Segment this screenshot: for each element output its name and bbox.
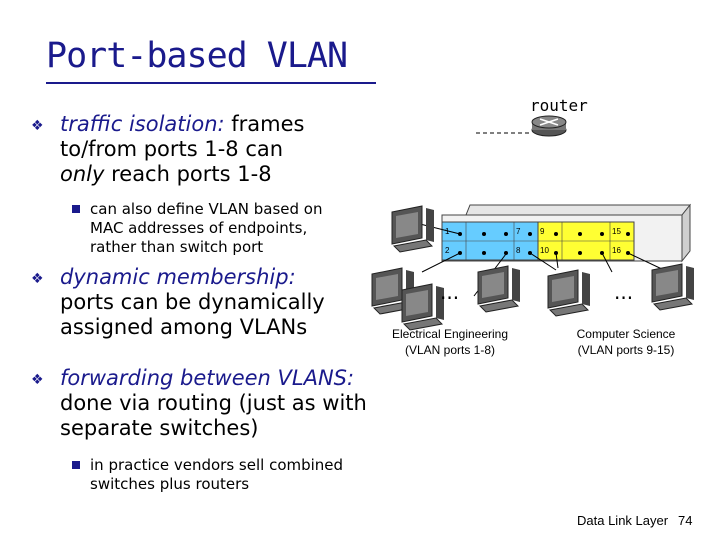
cs-ellipsis: ... (614, 280, 634, 304)
cs-caption (556, 326, 696, 358)
port-label: 8 (516, 246, 521, 255)
switch-icon (442, 205, 690, 261)
port-label: 7 (516, 227, 521, 236)
group-name: Electrical Engineering (391, 327, 509, 341)
bullet-italic-lead: dynamic membership: (60, 265, 296, 289)
port-label: 1 (445, 227, 450, 236)
pc-icon (402, 284, 444, 330)
group-name: Computer Science (576, 327, 676, 341)
bullet-text: separate switches) (60, 416, 259, 440)
port-label: 10 (540, 246, 549, 255)
port-label: 15 (612, 227, 621, 236)
router-icon (532, 116, 566, 136)
bullet-text: assigned among VLANs (60, 315, 308, 339)
sub-bullet-text: rather than switch port (90, 238, 264, 256)
footer-label: Data Link Layer (577, 513, 669, 528)
sub-bullet-text: switches plus routers (90, 475, 250, 493)
router-label: router (530, 96, 588, 115)
bullet-italic-lead: traffic isolation: (60, 112, 225, 136)
port-label: 16 (612, 246, 621, 255)
bullet-text: ports can be dynamically (60, 290, 325, 314)
sub-bullet-text: in practice vendors sell combined (90, 456, 344, 474)
group-ports: (VLAN ports 9-15) (577, 343, 675, 357)
slide-title: Port-based VLAN (46, 36, 348, 76)
page-number: 74 (678, 513, 693, 528)
pc-icon (652, 264, 694, 310)
bullet-text: to/from ports 1-8 can (60, 137, 284, 161)
port-label: 9 (540, 227, 545, 236)
bullet-italic-word: only (60, 162, 105, 186)
bullet-marker-icon: ❖ (31, 271, 44, 287)
ee-caption (384, 326, 516, 358)
bullet-text: reach ports 1-8 (104, 162, 272, 186)
bullet-italic-lead: forwarding between VLANS: (60, 366, 355, 390)
bullet-marker-icon: ❖ (31, 372, 44, 388)
pc-icon (392, 206, 434, 252)
pc-icon (478, 266, 520, 312)
bullet-marker-icon: ❖ (31, 118, 44, 134)
ee-ellipsis: ... (440, 280, 460, 304)
group-ports: (VLAN ports 1-8) (404, 343, 496, 357)
bullet-text: frames (224, 112, 305, 136)
sub-bullet-text: can also define VLAN based on (90, 200, 323, 218)
bullet-text: done via routing (just as with (60, 391, 367, 415)
sub-bullet-text: MAC addresses of endpoints, (90, 219, 308, 237)
pc-icon (548, 270, 590, 316)
port-label: 2 (445, 246, 450, 255)
